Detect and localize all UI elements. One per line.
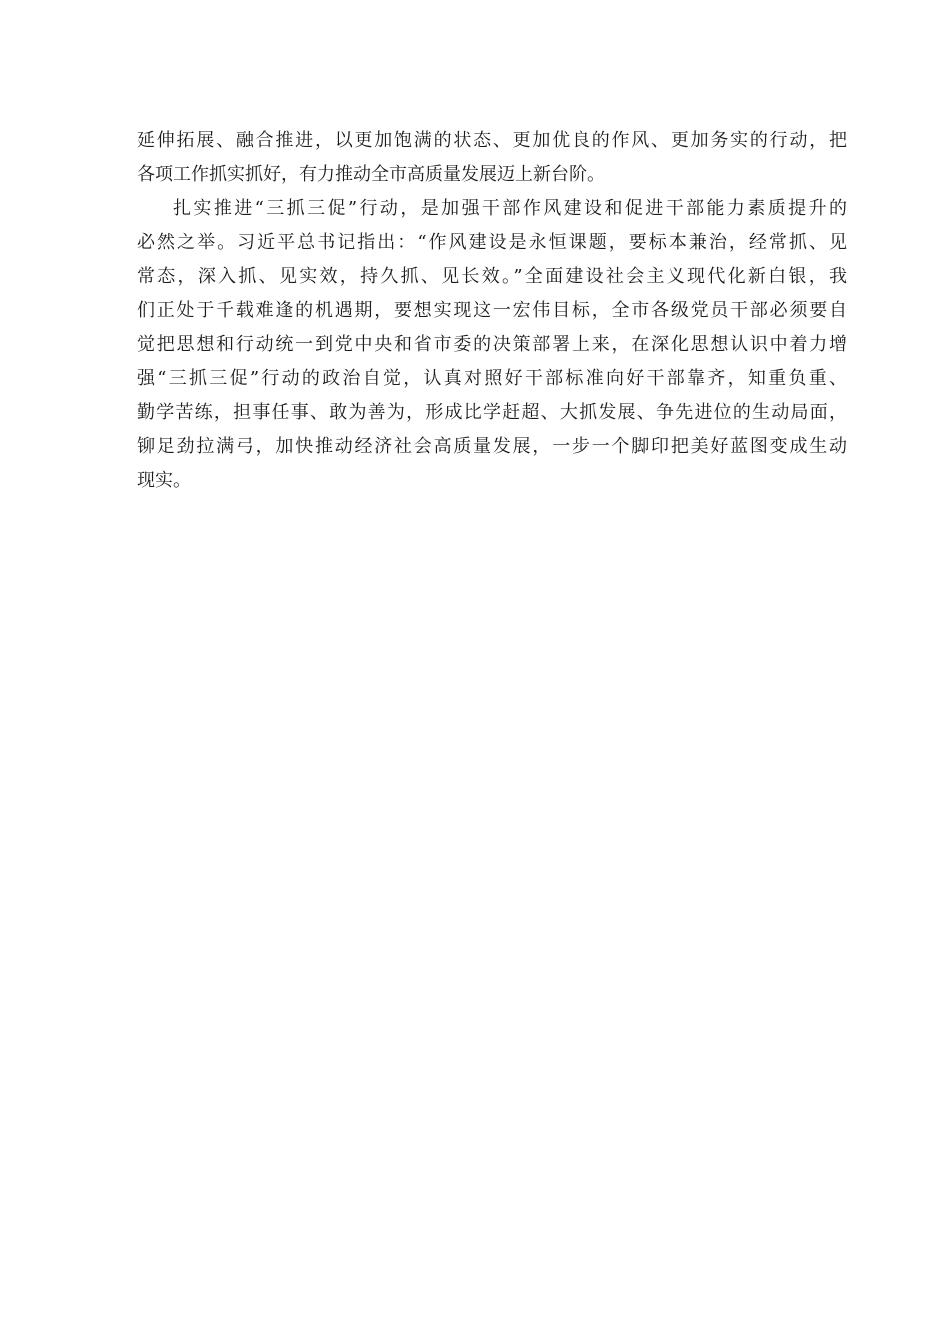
text-line: 们正处于千载难逢的机遇期，要想实现这一宏伟目标，全市各级党员干部必须要自 <box>137 300 847 321</box>
text-line: 勤学苦练，担事任事、敢为善为，形成比学赶超、大抓发展、争先进位的生动局面， <box>137 402 847 423</box>
body-text <box>137 124 847 498</box>
text-line: 常态，深入抓、见实效，持久抓、见长效。”全面建设社会主义现代化新白银，我 <box>137 266 847 287</box>
text-line: 觉把思想和行动统一到党中央和省市委的决策部署上来，在深化思想认识中着力增 <box>137 334 847 355</box>
text-line: 铆足劲拉满弓，加快推动经济社会高质量发展，一步一个脚印把美好蓝图变成生动 <box>137 436 847 457</box>
paragraph <box>137 124 847 192</box>
text-line: 强“三抓三促”行动的政治自觉，认真对照好干部标准向好干部靠齐，知重负重、 <box>137 368 847 389</box>
text-line: 扎实推进“三抓三促”行动，是加强干部作风建设和促进干部能力素质提升的 <box>173 198 847 219</box>
paragraph <box>137 192 847 498</box>
text-line: 延伸拓展、融合推进，以更加饱满的状态、更加优良的作风、更加务实的行动，把 <box>137 130 847 151</box>
text-line: 现实。 <box>137 470 191 491</box>
text-line: 各项工作抓实抓好，有力推动全市高质量发展迈上新台阶。 <box>137 164 605 185</box>
text-line: 必然之举。习近平总书记指出：“作风建设是永恒课题，要标本兼治，经常抓、见 <box>137 232 847 253</box>
